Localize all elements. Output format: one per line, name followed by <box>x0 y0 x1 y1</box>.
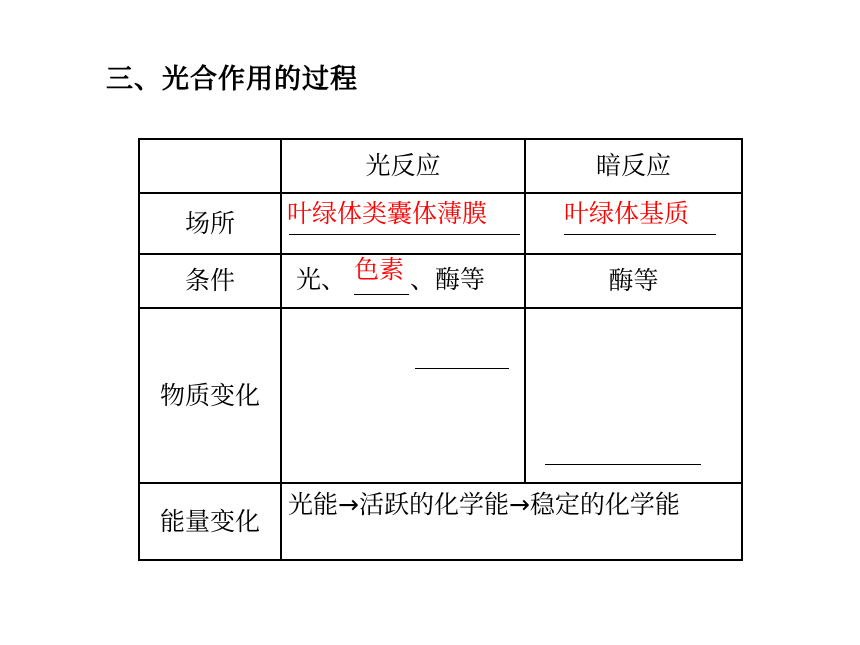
energy-change-description: 光能→活跃的化学能→稳定的化学能 <box>288 490 680 519</box>
answer-dark-location: 叶绿体基质 <box>564 199 690 228</box>
conditions-light-suffix: 、酶等 <box>410 265 486 294</box>
table-header-blank <box>140 140 280 192</box>
row-label-location: 场所 <box>184 208 235 238</box>
answer-underline <box>564 234 716 235</box>
row-label-material-change: 物质变化 <box>159 380 260 410</box>
answer-underline <box>545 464 701 465</box>
row-label-energy-change: 能量变化 <box>159 506 260 536</box>
answer-underline <box>354 294 409 295</box>
row-label-conditions: 条件 <box>184 266 235 296</box>
table-header-light-reaction: 光反应 <box>365 151 441 181</box>
answer-underline <box>415 368 509 369</box>
conditions-dark: 酶等 <box>608 266 659 296</box>
page-title: 三、光合作用的过程 <box>106 64 358 95</box>
answer-light-location: 叶绿体类囊体薄膜 <box>287 199 488 228</box>
conditions-light-prefix: 光、 <box>296 265 347 294</box>
material-change-dark <box>526 309 741 482</box>
material-change-light <box>282 309 524 482</box>
table-header-dark-reaction: 暗反应 <box>595 151 671 181</box>
answer-underline <box>289 234 520 235</box>
answer-light-conditions: 色素 <box>354 255 405 284</box>
